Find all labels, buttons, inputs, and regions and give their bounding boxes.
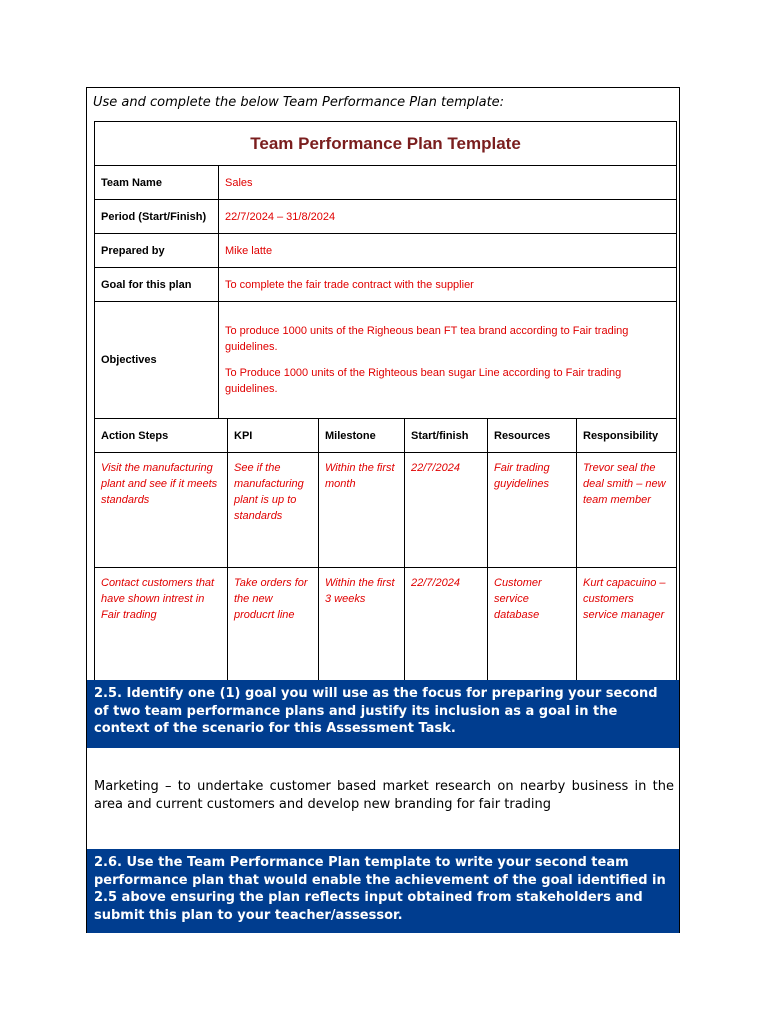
question-2-5: 2.5. Identify one (1) goal you will use as the focus for preparing your second of two team performance plans and justify its inclusion as a goal in the context of the scenario for this Assessment Task. <box>87 680 679 748</box>
header-resources: Resources <box>488 419 577 453</box>
prepared-by-value: Mike latte <box>219 234 677 268</box>
action-step-cell: Contact customers that have shown intrest in Fair trading <box>95 568 228 683</box>
period-label: Period (Start/Finish) <box>95 200 219 234</box>
period-value: 22/7/2024 – 31/8/2024 <box>219 200 677 234</box>
objectives-label: Objectives <box>95 302 219 419</box>
team-name-value: Sales <box>219 166 677 200</box>
assessment-frame <box>86 87 680 933</box>
milestone-cell: Within the first month <box>319 453 405 568</box>
header-kpi: KPI <box>228 419 319 453</box>
objective-item: To Produce 1000 units of the Righteous bean sugar Line according to Fair trading guidelines. <box>225 367 622 395</box>
responsibility-cell: Trevor seal the deal smith – new team member <box>577 453 677 568</box>
header-responsibility: Responsibility <box>577 419 677 453</box>
responsibility-cell: Kurt capacuino – customers service manager <box>577 568 677 683</box>
resources-cell: Fair trading guyidelines <box>488 453 577 568</box>
prepared-by-label: Prepared by <box>95 234 219 268</box>
template-title: Team Performance Plan Template <box>95 122 677 166</box>
kpi-cell: Take orders for the new producrt line <box>228 568 319 683</box>
resources-cell: Customer service database <box>488 568 577 683</box>
objective-item: To produce 1000 units of the Righeous bean FT tea brand according to Fair trading guidelines. <box>225 325 629 353</box>
goal-label: Goal for this plan <box>95 268 219 302</box>
answer-2-5: Marketing – to undertake customer based market research on nearby business in the area and current customers and develop new branding for fair trading <box>94 779 674 812</box>
header-milestone: Milestone <box>319 419 405 453</box>
intro-text: Use and complete the below Team Performance Plan template: <box>93 95 505 110</box>
header-action-steps: Action Steps <box>95 419 228 453</box>
objectives-value <box>219 302 677 419</box>
team-name-label: Team Name <box>95 166 219 200</box>
action-step-cell: Visit the manufacturing plant and see if it meets standards <box>95 453 228 568</box>
question-2-6: 2.6. Use the Team Performance Plan template to write your second team performance plan that would enable the achievement of the goal identified in 2.5 above ensuring the plan reflects input obtained from stakeholders and submit this plan to your teacher/assessor. <box>87 849 679 933</box>
table-row <box>95 453 677 568</box>
kpi-cell: See if the manufacturing plant is up to standards <box>228 453 319 568</box>
start-finish-cell: 22/7/2024 <box>405 568 488 683</box>
goal-value: To complete the fair trade contract with the supplier <box>219 268 677 302</box>
header-start-finish: Start/finish <box>405 419 488 453</box>
start-finish-cell: 22/7/2024 <box>405 453 488 568</box>
milestone-cell: Within the first 3 weeks <box>319 568 405 683</box>
team-performance-plan-table <box>94 121 677 683</box>
table-row <box>95 568 677 683</box>
